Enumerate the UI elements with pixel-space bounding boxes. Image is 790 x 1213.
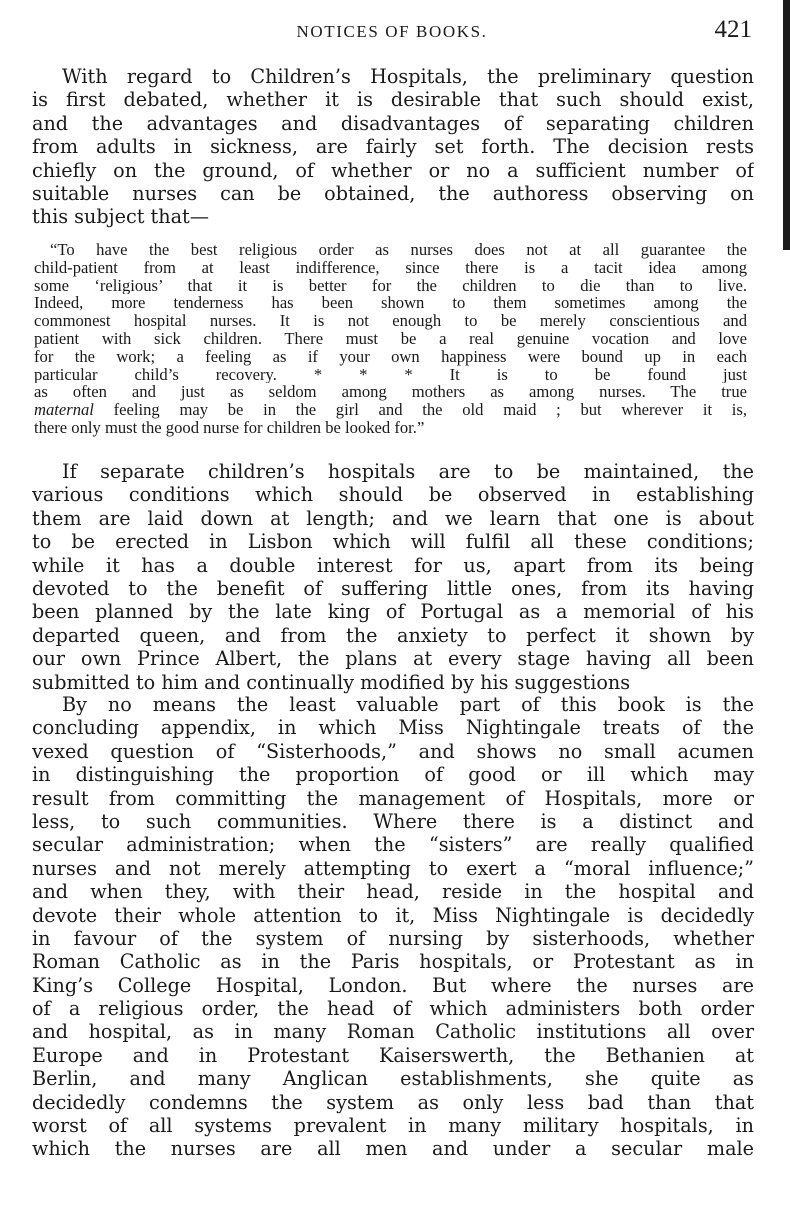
paragraph-children-hospitals <box>32 65 754 229</box>
text-line: is first debated, whether it is desirable that such should exist, <box>32 88 754 112</box>
quote-line: as often and just as seldom among mothers as among nurses. The true <box>34 383 747 402</box>
text-line: result from committing the management of Hospitals, more or <box>32 786 754 810</box>
quote-line: some ‘religious’ that it is better for the children to die than to live. <box>34 276 747 295</box>
text-line: If separate children’s hospitals are to be maintained, the <box>62 460 754 483</box>
text-line: secular administration; when the “sisters” are really qualified <box>32 833 754 857</box>
paragraph-sisterhoods <box>32 693 754 1161</box>
text-line: By no means the least valuable part of this book is the <box>62 693 754 716</box>
text-line: concluding appendix, in which Miss Nightingale treats of the <box>32 716 754 740</box>
text-line: while it has a double interest for us, apart from its being <box>32 553 754 577</box>
quote-line: particular child’s recovery. * * * It is to be found just <box>34 365 747 384</box>
text-line: and hospital, as in many Roman Catholic institutions all over <box>32 1020 754 1044</box>
text-line: devoted to the benefit of suffering little ones, from its having <box>32 576 754 600</box>
text-line: Roman Catholic as in the Paris hospitals, or Protestant as in <box>32 950 754 974</box>
text-line: various conditions which should be observed in establishing <box>32 483 754 507</box>
quote-line: Indeed, more tenderness has been shown to them sometimes among the <box>34 294 747 313</box>
text-line: and the advantages and disadvantages of separating children <box>32 111 754 135</box>
text-line: Europe and in Protestant Kaiserswerth, the Bethanien at <box>32 1043 754 1067</box>
text-line: devote their whole attention to it, Miss Nightingale is decidedly <box>32 903 754 927</box>
text-line: worst of all systems prevalent in many military hospitals, in <box>32 1114 754 1138</box>
text-line: suitable nurses can be obtained, the authoress observing on <box>32 181 754 205</box>
running-title: NOTICES OF BOOKS. <box>296 22 488 41</box>
page-edge-bar <box>783 0 790 250</box>
text-line: decidedly condemns the system as only less bad than that <box>32 1090 754 1114</box>
text-line: submitted to him and continually modified by his suggestions <box>32 670 631 694</box>
text-line: chiefly on the ground, of whether or no a sufficient number of <box>32 158 754 182</box>
text-line: vexed question of “Sisterhoods,” and shows no small acumen <box>32 739 754 763</box>
block-quotation <box>34 241 747 437</box>
quote-line: child-patient from at least indifference, since there is a tacit idea among <box>34 258 747 277</box>
running-head <box>32 16 752 46</box>
text-line: With regard to Children’s Hospitals, the preliminary question <box>62 65 754 88</box>
quote-line: commonest hospital nurses. It is not enough to be merely conscientious and <box>34 312 747 330</box>
quote-line: for the work; a feeling as if your own happiness were bound up in each <box>34 347 747 366</box>
text-line: which the nurses are all men and under a secular male <box>32 1137 754 1161</box>
text-line: departed queen, and from the anxiety to perfect it shown by <box>32 623 754 647</box>
text-line: nurses and not merely attempting to exert a “moral influence;” <box>32 856 754 880</box>
quote-line-rest: feeling may be in the girl and the old maid ; but wherever it is, <box>93 401 747 419</box>
text-line: them are laid down at length; and we learn that one is about <box>32 506 754 530</box>
italic-word: maternal <box>34 401 94 419</box>
quote-line: patient with sick children. There must be a real genuine vocation and love <box>34 329 747 348</box>
text-line: our own Prince Albert, the plans at every stage having all been <box>32 647 754 671</box>
text-line: of a religious order, the head of which administers both order <box>32 997 754 1021</box>
text-line: King’s College Hospital, London. But where the nurses are <box>32 973 754 997</box>
quote-line: there only must the good nurse for children be looked for.” <box>34 418 425 437</box>
text-line: in distinguishing the proportion of good or ill which may <box>32 763 754 787</box>
text-line: from adults in sickness, are fairly set forth. The decision rests <box>32 135 754 159</box>
text-line: this subject that— <box>32 205 209 229</box>
quote-line: “To have the best religious order as nurses does not at all guarantee the <box>50 241 747 259</box>
paragraph-lisbon-hospital <box>32 460 754 694</box>
page-number: 421 <box>714 16 752 43</box>
text-line: Berlin, and many Anglican establishments, she quite as <box>32 1067 754 1091</box>
text-line: and when they, with their head, reside in the hospital and <box>32 880 754 904</box>
text-line: in favour of the system of nursing by sisterhoods, whether <box>32 926 754 950</box>
text-line: less, to such communities. Where there is a distinct and <box>32 809 754 833</box>
text-line: been planned by the late king of Portugal as a memorial of his <box>32 600 754 624</box>
text-line: to be erected in Lisbon which will fulfil all these conditions; <box>32 530 754 554</box>
quote-line <box>34 401 747 419</box>
